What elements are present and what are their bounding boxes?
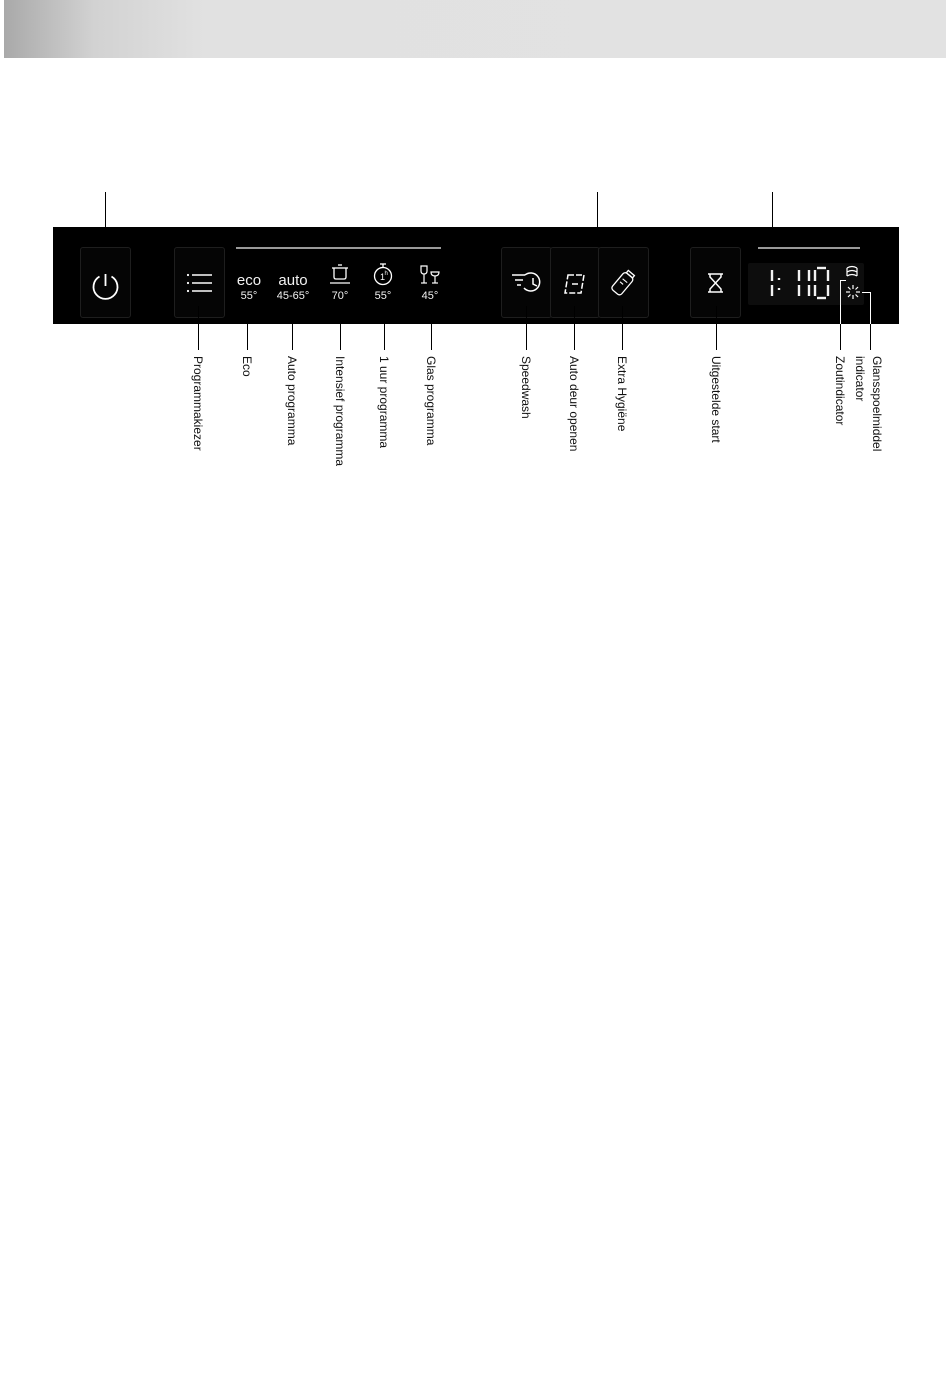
auto-door-icon [551,248,599,317]
label-rinse-aid-line2: indicator [853,356,867,402]
label-auto-door-open: Auto deur openen [567,356,581,452]
program-glass-temp: 45° [421,290,439,302]
svg-text:1: 1 [380,272,386,282]
program-indicator-line [236,247,441,249]
leader-speedwash [526,306,527,350]
label-program-selector: Programmakiezer [191,356,205,451]
leader-rinse-aid-hook [862,292,871,293]
power-icon [81,248,130,317]
label-speedwash: Speedwash [519,356,533,419]
leader-extra-hygiene [622,306,623,350]
header-bar [4,0,946,58]
label-salt-indicator: Zoutindicator [833,356,847,426]
one-hour-timer-icon [371,262,395,288]
label-one-hour-program: 1 uur programma [377,356,391,449]
label-eco: Eco [240,356,254,377]
display-indicator-line [758,247,860,249]
svg-text:h: h [384,271,388,277]
salt-indicator-icon [843,265,861,279]
power-button[interactable] [80,247,131,318]
program-auto-name: auto [278,272,308,289]
label-rinse-aid-line1: Glansspoelmiddel [870,356,884,452]
leader-rinse-aid [870,292,871,350]
leader-auto-door [574,306,575,350]
leader-program-selector [198,306,199,350]
program-one-hour-temp: 55° [374,290,392,302]
leader-one-hour [384,302,385,350]
label-extra-hygiene: Extra Hygiëne [615,356,629,432]
leader-salt-hook [840,280,846,281]
label-intensive-program: Intensief programma [333,356,347,467]
list-icon [175,248,224,317]
top-leader-power [105,192,106,227]
extra-hygiene-button[interactable] [598,247,649,318]
program-intensive-temp: 70° [331,290,349,302]
leader-glass [431,302,432,350]
intensive-pot-icon [327,263,353,287]
program-eco-temp: 55° [240,290,258,302]
label-glass-program: Glas programma [424,356,438,446]
leader-salt [840,280,841,350]
leader-auto [292,302,293,350]
leader-intensive [340,302,341,350]
label-delayed-start: Uitgestelde start [709,356,723,443]
leader-eco [247,302,248,350]
auto-door-open-button[interactable] [550,247,600,318]
label-auto-program: Auto programma [285,356,299,446]
hygiene-bottle-icon [599,248,648,317]
glasses-icon [418,263,442,287]
program-eco-name: eco [236,272,262,289]
rinse-aid-indicator-icon [844,283,862,301]
leader-delayed-start [716,306,717,350]
control-panel [53,227,899,324]
program-selector-button[interactable] [174,247,225,318]
program-auto-temp: 45-65° [276,290,310,302]
